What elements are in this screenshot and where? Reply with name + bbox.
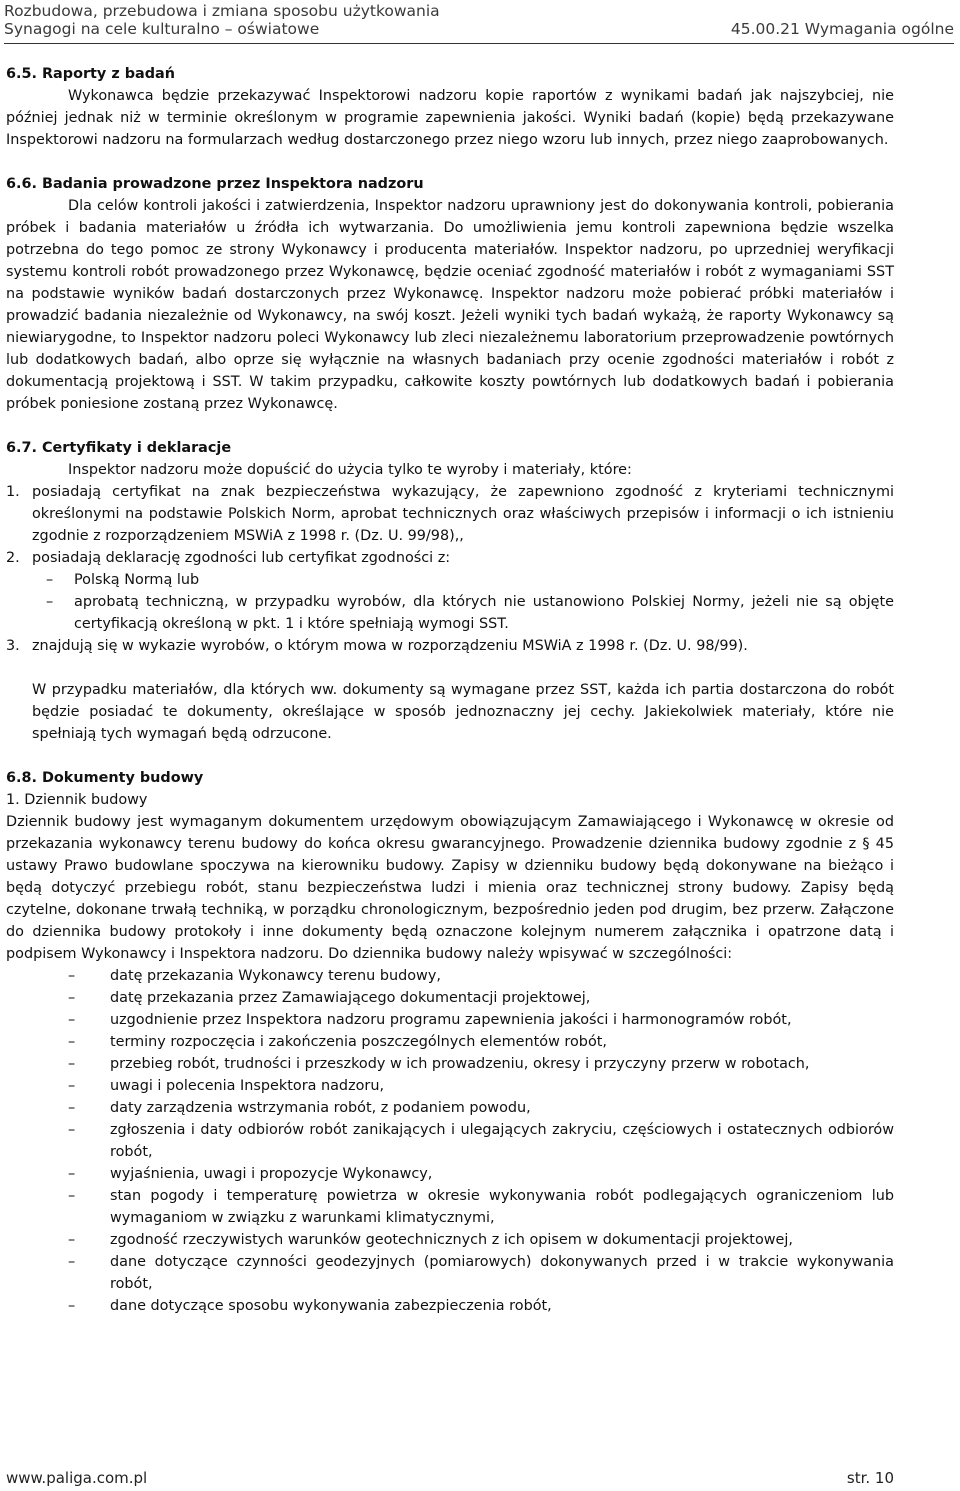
list-number: 2. (6, 550, 20, 566)
footer (6, 1469, 894, 1487)
list-item (6, 635, 894, 657)
section-title: 6.5. Raporty z badań (6, 66, 175, 82)
dash-bullet: – (68, 1034, 76, 1050)
list-number: 3. (6, 638, 20, 654)
list-text: dane dotyczące sposobu wykonywania zabezpieczenia robót, (110, 1298, 552, 1314)
list-text: zgodność rzeczywistych warunków geotechnicznych z ich opisem w dokumentacji projektowej, (110, 1232, 793, 1248)
list-number: 1. (6, 484, 20, 500)
list-item (6, 547, 894, 635)
list-text: daty zarządzenia wstrzymania robót, z podaniem powodu, (110, 1100, 531, 1116)
list-text: zgłoszenia i daty odbiorów robót zanikających i ulegających zakryciu, częściowych i ostatecznych odbiorów robót, (110, 1122, 894, 1160)
requirements-list (6, 481, 894, 657)
list-item (6, 987, 894, 1009)
footer-url[interactable]: www.paliga.com.pl (6, 1469, 148, 1487)
paragraph: W przypadku materiałów, dla których ww. dokumenty są wymagane przez SST, każda ich partia dostarczona do robót będzie posiadać te dokumenty, określające w sposób jednoznaczny jej cechy. Jakiekolwiek materiały, które nie spełniają tych wymagań będą odrzucone. (32, 682, 894, 742)
list-item (6, 1075, 894, 1097)
section-6-5 (6, 63, 894, 151)
paragraph: Dla celów kontroli jakości i zatwierdzenia, Inspektor nadzoru uprawniony jest do dokonywania kontroli, pobierania próbek i badania materiałów u źródła ich wytwarzania. Do umożliwienia jemu kontroli zapewniona będzie wszelka potrzebna do tego pomoc ze strony Wykonawcy i producenta materiałów. Inspektor nadzoru, po uprzedniej weryfikacji systemu kontroli robót prowadzonego przez Wykonawcę, będzie oceniać zgodność materiałów i robót z wymaganiami SST na podstawie wyników badań dostarczonych przez Wykonawcę. Inspektor nadzoru może pobierać próbki materiałów i prowadzić badania niezależnie od Wykonawcy, na swój koszt. Jeżeli wyniki tych badań wykażą, że raporty Wykonawcy są niewiarygodne, to Inspektor nadzoru poleci Wykonawcy lub zleci niezależnemu laboratorium przeprowadzenie powtórnych lub dodatkowych badań, albo oprze się wyłącznie na własnych badaniach przy ocenie zgodności materiałów i robót z dokumentacją projektową i SST. W takim przypadku, całkowite koszty powtórnych lub dodatkowych badań i pobierania próbek poniesione zostaną przez Wykonawcę. (6, 198, 894, 412)
dash-bullet: – (68, 968, 76, 984)
header-subtitle (4, 18, 954, 40)
dash-bullet: – (68, 1298, 76, 1314)
dash-bullet: – (68, 1188, 76, 1204)
dash-bullet: – (68, 1122, 76, 1138)
dash-bullet: – (68, 1232, 76, 1248)
list-item (6, 1229, 894, 1251)
paragraph: Wykonawca będzie przekazywać Inspektorowi nadzoru kopie raportów z wynikami badań jak najszybciej, nie później jednak niż w terminie określonym w programie zapewnienia jakości. Wyniki badań (kopie) będą przekazywane Inspektorowi nadzoru na formularzach według dostarczonego przez niego wzoru lub innych, przez niego zaaprobowanych. (6, 88, 894, 148)
dash-bullet: – (46, 572, 54, 588)
sub-list (32, 569, 894, 635)
list-item (6, 965, 894, 987)
list-item (6, 481, 894, 547)
dash-bullet: – (68, 990, 76, 1006)
dash-bullet: – (68, 1166, 76, 1182)
list-text: datę przekazania przez Zamawiającego dokumentacji projektowej, (110, 990, 591, 1006)
list-text: posiadają certyfikat na znak bezpieczeństwa wykazujący, że zapewniono zgodność z kryteriami technicznymi określonymi na podstawie Polskich Norm, aprobat technicznych oraz właściwych przepisów i informacji o ich istnieniu zgodnie z rozporządzeniem MSWiA z 1998 r. (Dz. U. 99/98),, (32, 484, 894, 544)
list-item (6, 1119, 894, 1163)
list-item (6, 1053, 894, 1075)
section-6-6 (6, 173, 894, 415)
dash-bullet: – (68, 1254, 76, 1270)
list-text: znajdują się w wykazie wyrobów, o którym mowa w rozporządzeniu MSWiA z 1998 r. (Dz. U. 98/99). (32, 638, 748, 654)
list-text: wyjaśnienia, uwagi i propozycje Wykonawcy, (110, 1166, 433, 1182)
list-item (6, 1163, 894, 1185)
dash-bullet: – (46, 594, 54, 610)
page-number: str. 10 (846, 1469, 894, 1487)
section-6-8 (6, 767, 894, 1317)
list-text: terminy rozpoczęcia i zakończenia poszczególnych elementów robót, (110, 1034, 607, 1050)
list-item (6, 1295, 894, 1317)
list-text: datę przekazania Wykonawcy terenu budowy, (110, 968, 441, 984)
list-text: stan pogody i temperaturę powietrza w okresie wykonywania robót podlegających ograniczeniom lub wymaganiom w związku z warunkami klimatycznymi, (110, 1188, 894, 1226)
section-title: 6.7. Certyfikaty i deklaracje (6, 440, 232, 456)
paragraph: Inspektor nadzoru może dopuścić do użycia tylko te wyroby i materiały, które: (68, 462, 632, 478)
header-code: 45.00.21 Wymagania ogólne (730, 20, 954, 38)
list-text: przebieg robót, trudności i przeszkody w ich prowadzeniu, okresy i przyczyny przerw w robotach, (110, 1056, 810, 1072)
header-subtitle-text: Synagogi na cele kulturalno – oświatowe (4, 20, 320, 38)
subsection-title: 1. Dziennik budowy (6, 792, 148, 808)
section-title: 6.8. Dokumenty budowy (6, 770, 204, 786)
dash-bullet: – (68, 1100, 76, 1116)
section-title: 6.6. Badania prowadzone przez Inspektora nadzoru (6, 176, 424, 192)
header-title: Rozbudowa, przebudowa i zmiana sposobu użytkowania (4, 2, 440, 20)
list-text: uwagi i polecenia Inspektora nadzoru, (110, 1078, 385, 1094)
list-item (6, 1097, 894, 1119)
paragraph: Dziennik budowy jest wymaganym dokumentem urzędowym obowiązującym Zamawiającego i Wykonawcę w okresie od przekazania wykonawcy terenu budowy do końca okresu gwarancyjnego. Prowadzenie dziennika budowy zgodnie z § 45 ustawy Prawo budowlane spoczywa na kierowniku budowy. Zapisy w dzienniku budowy będą dokonywane na bieżąco i będą dotyczyć przebiegu robót, stanu bezpieczeństwa ludzi i mienia oraz technicznej strony budowy. Zapisy będą czytelne, dokonane trwałą techniką, w porządku chronologicznym, bezpośrednio jeden pod drugim, bez przerw. Załączone do dziennika budowy protokoły i inne dokumenty będą oznaczone kolejnym numerem załącznika i opatrzone datą i podpisem Wykonawcy i Inspektora nadzoru. Do dziennika budowy należy wpisywać w szczególności: (6, 814, 894, 962)
dash-bullet: – (68, 1078, 76, 1094)
sub-list-item (32, 569, 894, 591)
list-text: dane dotyczące czynności geodezyjnych (pomiarowych) dokonywanych przed i w trakcie wykonywania robót, (110, 1254, 894, 1292)
list-item (6, 1009, 894, 1031)
sub-list-text: Polską Normą lub (74, 572, 200, 588)
list-item (6, 1251, 894, 1295)
list-text: posiadają deklarację zgodności lub certyfikat zgodności z: (32, 550, 451, 566)
section-6-7 (6, 437, 894, 745)
dash-bullet: – (68, 1012, 76, 1028)
header-divider (4, 43, 954, 44)
dash-bullet: – (68, 1056, 76, 1072)
list-item (6, 1185, 894, 1229)
list-text: uzgodnienie przez Inspektora nadzoru programu zapewnienia jakości i harmonogramów robót, (110, 1012, 792, 1028)
sub-list-text: aprobatą techniczną, w przypadku wyrobów, dla których nie ustanowiono Polskiej Normy, jeżeli nie są objęte certyfikacją określoną w pkt. 1 i które spełniają wymogi SST. (74, 594, 894, 632)
page-content (6, 63, 894, 1317)
journal-entries-list (6, 965, 894, 1317)
list-item (6, 1031, 894, 1053)
sub-list-item (32, 591, 894, 635)
